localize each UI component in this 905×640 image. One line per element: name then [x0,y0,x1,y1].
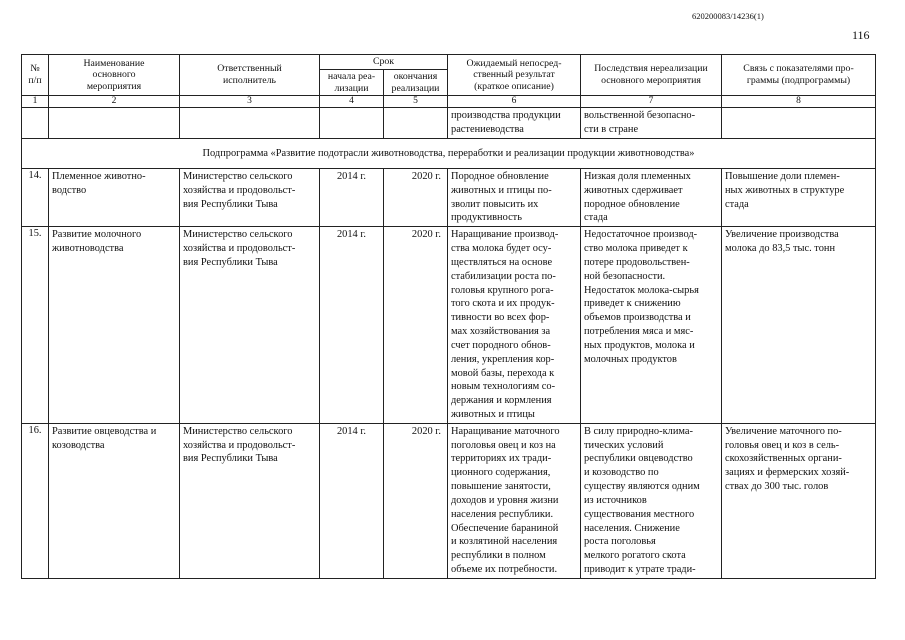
column-number: 3 [180,96,320,108]
continued-row [22,108,876,139]
row-num-cell: 14. [22,168,49,226]
header-start: начала реа- лизации [320,69,384,96]
row-link-cell: Увеличение производства молока до 83,5 тыс. тонн [722,227,876,424]
column-number: 1 [22,96,49,108]
row-result-cell: Наращивание маточного поголовья овец и коз на территориях их тради- ционного содержания, повышение занятости, доходов и уровня жизни населения республики. Обеспечение бараниной и козлятиной населения республики в полном объеме их потребности. [448,423,581,578]
subprogram-row [22,138,876,168]
header-term: Срок [320,55,448,70]
document-id: 620200083/14236(1) [692,11,764,21]
row-name-cell: Племенное животно- водство [49,168,180,226]
subprogram-title: Подпрограмма «Развитие подотрасли животноводства, переработки и реализации продукции животноводства» [22,138,876,168]
row-start-cell: 2014 г. [320,227,384,424]
row-end-cell: 2020 г. [384,168,448,226]
header-consequences: Последствия нереализации основного мероприятия [581,55,722,96]
row-start-cell: 2014 г. [320,423,384,578]
header-link: Связь с показателями про- граммы (подпрограммы) [722,55,876,96]
row-responsible-cell: Министерство сельского хозяйства и продовольст- вия Республики Тыва [180,227,320,424]
continued-consequences-cell: вольственной безопасно- сти в стране [581,108,722,139]
table-row [22,227,876,424]
row-result-cell: Породное обновление животных и птицы по- зволит повысить их продуктивность [448,168,581,226]
header-num: № п/п [22,55,49,96]
page-number: 116 [852,28,870,42]
row-end-cell: 2020 г. [384,423,448,578]
column-number: 2 [49,96,180,108]
row-consequences-cell: Низкая доля племенных животных сдерживает породное обновление стада [581,168,722,226]
column-number: 8 [722,96,876,108]
table-row [22,168,876,226]
header-name: Наименование основного мероприятия [49,55,180,96]
column-number: 5 [384,96,448,108]
header-responsible: Ответственный исполнитель [180,55,320,96]
header-end: окончания реализации [384,69,448,96]
row-name-cell: Развитие овцеводства и козоводства [49,423,180,578]
row-result-cell: Наращивание производ- ства молока будет осу- ществляться на основе стабилизации роста по- головья крупного рога- того скота и их продук- тивности во всех фор- мах хозяйствования за счет породного обнов- ления, укрепления кор- мовой базы, перехода к новым технологиям со- держания и кормления животных и птицы [448,227,581,424]
row-num-cell: 16. [22,423,49,578]
row-num-cell: 15. [22,227,49,424]
column-number: 6 [448,96,581,108]
row-responsible-cell: Министерство сельского хозяйства и продовольст- вия Республики Тыва [180,423,320,578]
row-start-cell: 2014 г. [320,168,384,226]
row-responsible-cell: Министерство сельского хозяйства и продовольст- вия Республики Тыва [180,168,320,226]
header-row-1 [22,55,876,70]
column-number: 4 [320,96,384,108]
header-result: Ожидаемый непосред- ственный результат (краткое описание) [448,55,581,96]
row-end-cell: 2020 г. [384,227,448,424]
continued-result-cell: производства продукции растениеводства [448,108,581,139]
row-name-cell: Развитие молочного животноводства [49,227,180,424]
column-number: 7 [581,96,722,108]
column-number-row [22,96,876,108]
measures-table [21,54,876,579]
table-row [22,423,876,578]
row-link-cell: Увеличение маточного по- головья овец и коз в сель- скохозяйственных органи- зациях и фермерских хозяй- ствах до 300 тыс. голов [722,423,876,578]
row-link-cell: Повышение доли племен- ных животных в структуре стада [722,168,876,226]
row-consequences-cell: Недостаточное производ- ство молока приведет к потере продовольствен- ной безопасности. Недостаток молока-сырья приведет к снижению объемов производства и потребления мяса и мяс- ных продуктов, молока и молочных продуктов [581,227,722,424]
row-consequences-cell: В силу природно-клима- тических условий республики овцеводство и козоводство по существу являются одним из источников существования местного населения. Снижение роста поголовья мелкого рогатого скота приводит к утрате тради- [581,423,722,578]
